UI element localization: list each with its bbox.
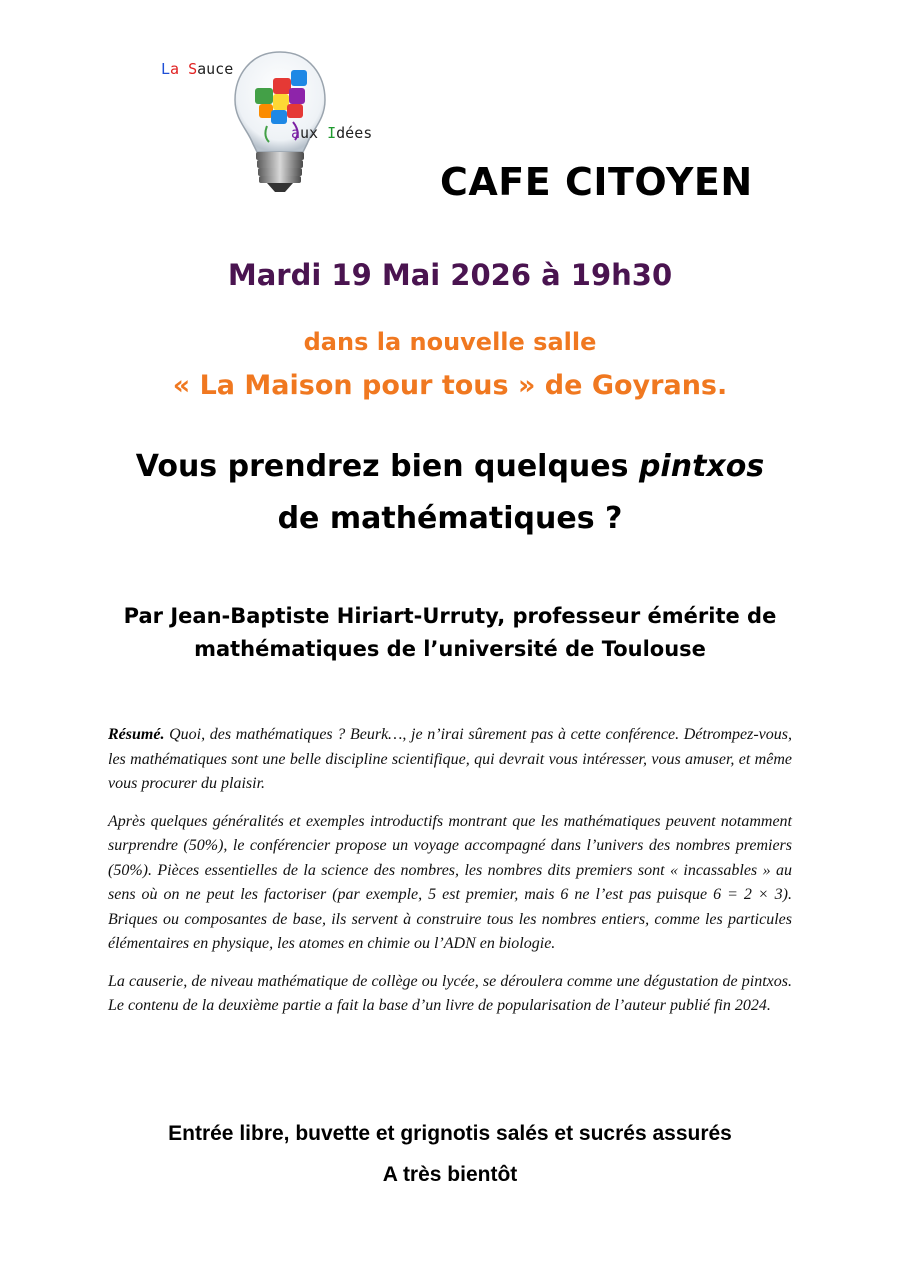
footer-line-1: Entrée libre, buvette et grignotis salés et sucrés assurés [168, 1122, 732, 1145]
footer-line-2: A très bientôt [382, 1163, 518, 1186]
abstract-paragraph-2: Après quelques généralités et exemples introductifs montrant que les mathématiques peuvent notamment surprendre (50%), le conférencier propose un voyage accompagné dans l’univers des nombres premiers (50%). Pièces essentielles de la science des nombres, les nombres dits premiers sont « incassables » au sens où on ne peut les factoriser (par exemple, 5 est premier, mais 6 ne l’est pas puisque 6 = 2 × 3). Briques ou composantes de base, ils servent à construire tous les nombres entiers, comme les particules élémentaires en physique, les atomes en chimie ou l’ADN en biologie. [108, 812, 792, 952]
event-type-title: CAFE CITOYEN [440, 160, 753, 204]
abstract-paragraph-1: Résumé. Quoi, des mathématiques ? Beurk…, je n’irai sûrement pas à cette conférence. Détrompez-vous, les mathématiques sont une belle discipline scientifique, qui devrait vous intéresser, vous amuser, et même vous procurer du plaisir. [108, 726, 793, 792]
venue-line-2: « La Maison pour tous » de Goyrans. [172, 370, 728, 401]
abstract [108, 723, 792, 1032]
venue-line-1: dans la nouvelle salle [303, 328, 597, 356]
abstract-paragraph-3: La causerie, de niveau mathématique de collège ou lycée, se déroulera comme une dégustation de pintxos. Le contenu de la deuxième partie a fait la base d’un livre de popularisation de l’auteur publié fin 2024. [108, 972, 792, 1014]
speaker-line-1: Par Jean-Baptiste Hiriart-Urruty, professeur émérite de [123, 604, 777, 628]
speaker-line-2: mathématiques de l’université de Toulouse [194, 637, 706, 661]
headline-line-2: de mathématiques ? [277, 501, 623, 536]
event-date: Mardi 19 Mai 2026 à 19h30 [227, 258, 673, 292]
headline-line-1: Vous prendrez bien quelques pintxos [135, 449, 765, 484]
abstract-label: Résumé. [108, 726, 165, 743]
logo-text-bottom: aux Idées [291, 124, 373, 142]
logo-text-top: La Sauce [161, 60, 234, 78]
headline-italic-word: pintxos [638, 449, 765, 484]
logo [155, 48, 390, 198]
